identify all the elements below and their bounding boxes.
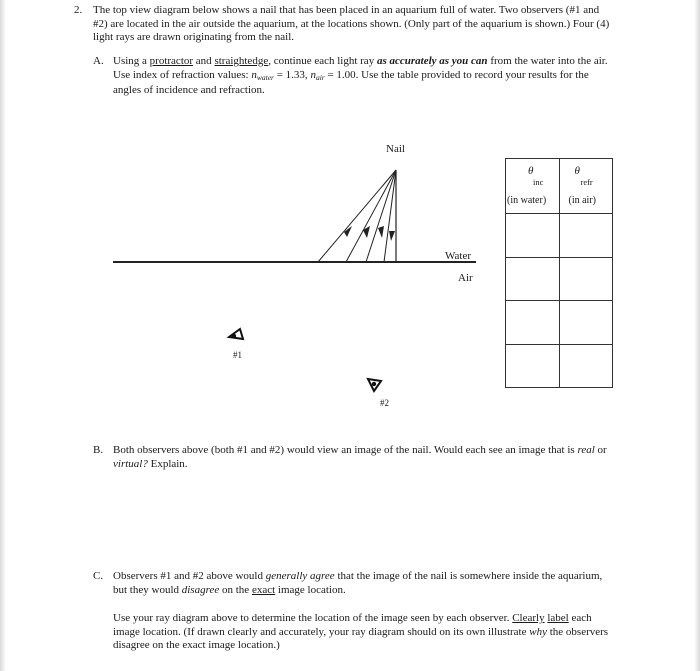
water-label: Water	[445, 250, 471, 262]
protractor-word: protractor	[149, 55, 194, 67]
column-header-refraction: θ refr (in air)	[559, 159, 613, 214]
table-row	[506, 301, 613, 344]
air-label: Air	[458, 272, 473, 284]
observer-2-eye-icon	[368, 379, 381, 391]
nail-label: Nail	[386, 143, 405, 155]
table-cell[interactable]	[559, 301, 613, 344]
table-cell[interactable]	[506, 214, 560, 257]
question-number: 2.	[74, 4, 83, 16]
table-cell[interactable]	[506, 344, 560, 387]
light-ray-4	[384, 170, 396, 262]
observer-2-label: #2	[380, 398, 389, 408]
part-a-emphasis: as accurately as you can	[376, 55, 488, 67]
light-ray-1	[318, 170, 396, 262]
column-header-incidence: θ inc (in water)	[506, 159, 560, 214]
part-b-text: Both observers above (both #1 and #2) would view an image of the nail. Would each see an image that is real or virtual? Explain.	[113, 444, 607, 470]
table-row	[506, 257, 613, 300]
table-cell[interactable]	[559, 257, 613, 300]
part-b-label: B.	[93, 444, 104, 456]
question-intro: The top view diagram below shows a nail that has been placed in an aquarium full of water. Two observers (#1 and #2) are located in the air outside the aquarium, at the locations shown. (Only part of the aquarium is shown.) Four (4) light rays are drawn originating from the nail.	[93, 4, 610, 43]
part-c-instructions: Use your ray diagram above to determine the location of the image seen by each observer. Clearly label each image location. (If drawn clearly and accurately, your ray diagram should on its own illustrate why the observers disagree on the exact image location.)	[113, 612, 609, 651]
straightedge-word: straightedge	[214, 55, 269, 67]
angles-table-wrap	[505, 158, 613, 388]
observer-1-label: #1	[233, 350, 242, 360]
part-a-label: A.	[93, 55, 104, 67]
table-cell[interactable]	[559, 214, 613, 257]
observer-1-eye-icon	[229, 329, 243, 339]
part-c-label: C.	[93, 570, 104, 582]
table-cell[interactable]	[506, 301, 560, 344]
table-cell[interactable]	[559, 344, 613, 387]
part-c-text: Observers #1 and #2 above would generally agree that the image of the nail is somewhere inside the aquarium, but they would disagree on the exact image location.	[113, 570, 603, 596]
table-cell[interactable]	[506, 257, 560, 300]
part-a-text: Using a protractor and straightedge, continue each light ray as accurately as you can from the water into the air. Use index of refraction values: $n_{water} = 1.33$, $n_{air} = 1.00$. Use the table provided to record your results for the angles of incidence and refraction.	[113, 55, 608, 96]
angles-table	[505, 158, 613, 388]
table-row	[506, 214, 613, 257]
table-row	[506, 344, 613, 387]
